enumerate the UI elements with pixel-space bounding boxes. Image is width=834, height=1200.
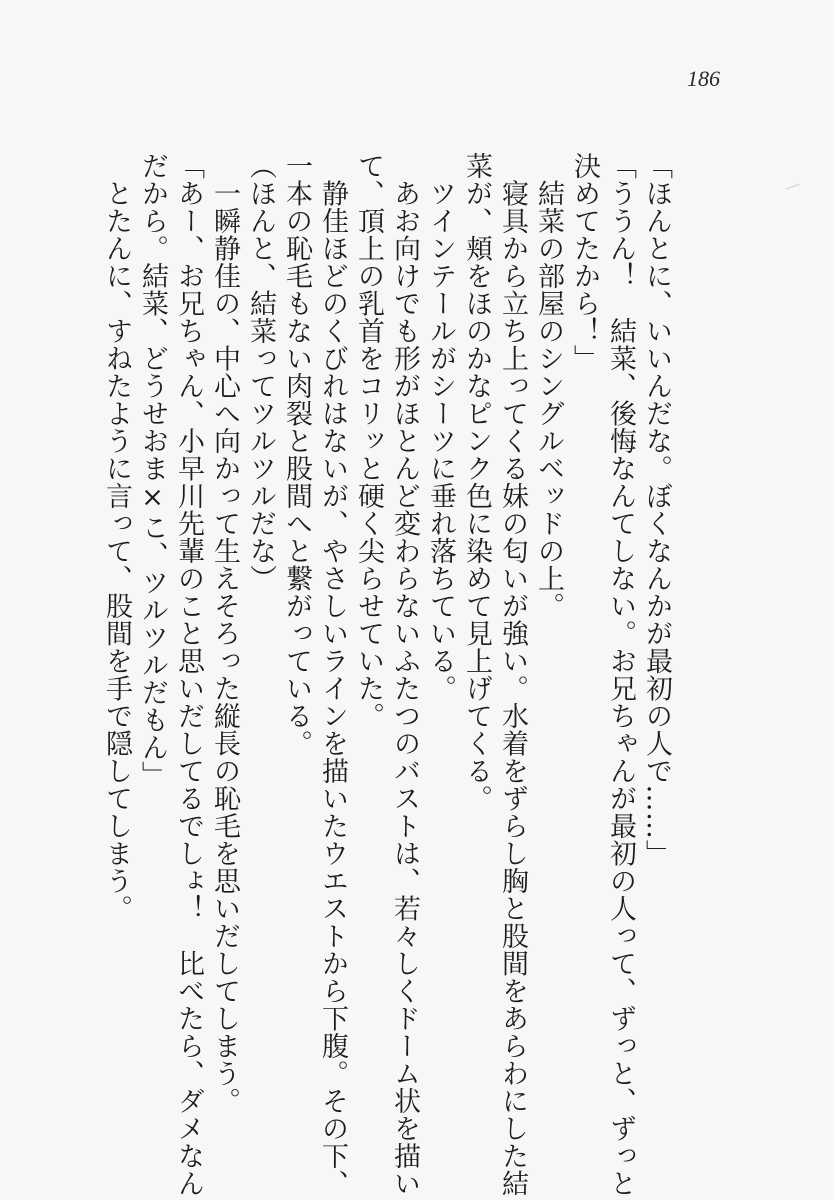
text-line: ツインテールがシーツに垂れ落ちている。 — [425, 152, 456, 702]
text-line: 結菜の部屋のシングルベッドの上。 — [533, 152, 564, 620]
body-text — [98, 152, 674, 1197]
text-line: とたんに、すねたように言って、股間を手で隠してしまう。 — [101, 152, 132, 922]
text-line: 一本の恥毛もない肉裂と股間へと繋がっている。 — [281, 152, 312, 757]
scan-mark — [786, 184, 799, 190]
page-number: 186 — [687, 66, 720, 91]
text-line: （ほんと、結菜ってツルツルだな） — [245, 152, 276, 592]
text-line: て、頂上の乳首をコリッと硬く尖らせていた。 — [353, 152, 384, 730]
text-line: 「ううん！ 結菜、後悔なんてしない。お兄ちゃんが最初の人って、ずっと、ずっと — [605, 152, 636, 1197]
text-line: 菜が、頬をほのかなピンク色に染めて見上げてくる。 — [461, 152, 492, 812]
text-line: 決めてたから！」 — [569, 152, 600, 372]
text-line: 「あー、お兄ちゃん、小早川先輩のこと思いだしてるでしょ！ 比べたら、ダメなん — [173, 152, 204, 1197]
text-line: あお向けでも形がほとんど変わらないふたつのバストは、若々しくドーム状を描い — [389, 152, 420, 1197]
text-line: 静佳ほどのくびれはないが、やさしいラインを描いたウエストから下腹。その下、 — [317, 152, 348, 1197]
text-line: 「ほんとに、いいんだな。ぼくなんかが最初の人で……」 — [641, 152, 672, 867]
text-line: 一瞬静佳の、中心へ向かって生えそろった縦長の恥毛を思いだしてしまう。 — [209, 152, 240, 1115]
text-line: だから。結菜、どうせおま×こ、ツルツルだもん」 — [137, 152, 168, 789]
text-line: 寝具から立ち上ってくる妹の匂いが強い。水着をずらし胸と股間をあらわにした結 — [497, 152, 528, 1197]
